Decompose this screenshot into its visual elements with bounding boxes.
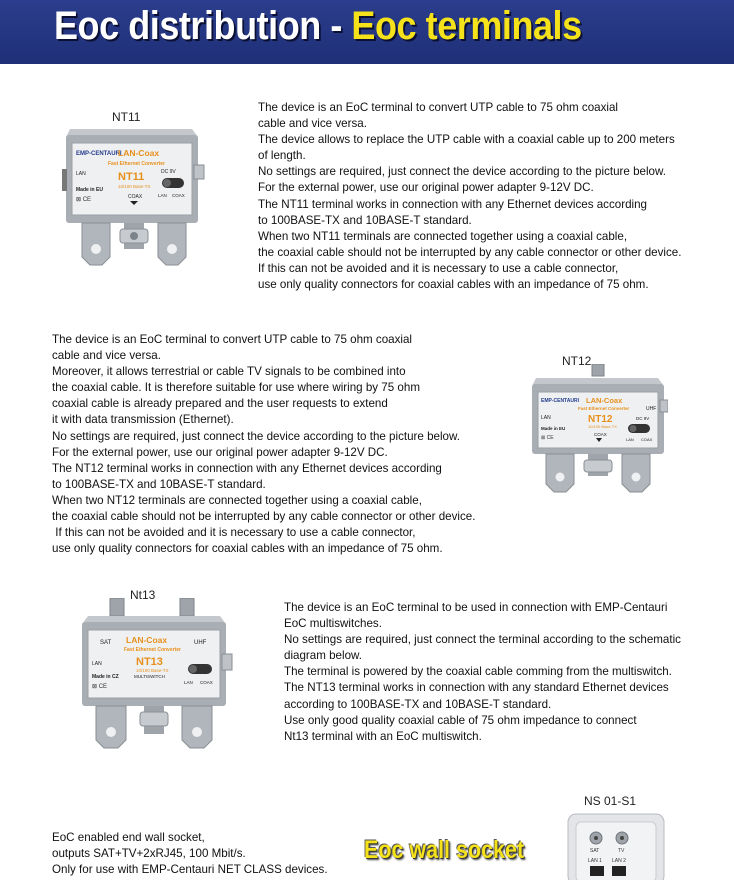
nt11-lan-port-label: LAN [76,171,86,177]
nt11-line: use only quality connectors for coaxial cables with an impedance of 75 ohm. [258,278,649,292]
wall-socket-line: Only for use with EMP-Centauri NET CLASS devices. [52,863,328,876]
nt13-origin: Made in CZ [92,674,119,680]
nt11-line: to 100BASE-TX and 10BASE-T standard. [258,213,472,227]
nt11-origin: Made in EU [76,187,103,193]
socket-lan2-label: LAN 2 [612,858,626,864]
wall-socket-description [52,830,328,878]
nt12-line: Moreover, it allows terrestrial or cable TV signals to be combined into [52,365,406,379]
nt13-line: The NT13 terminal works in connection with any standard Ethernet devices [284,681,669,695]
nt13-line: Use only good quality coaxial cable of 75 ohm impedance to connect [284,713,637,727]
wall-socket-image [566,810,666,880]
nt12-line: cable and vice versa. [52,349,161,363]
nt11-line: The device allows to replace the UTP cable with a coaxial cable up to 200 meters [258,133,675,147]
nt12-subtitle: Fast Ethernet Converter [578,406,630,411]
wall-socket-line: EoC enabled end wall socket, [52,831,205,844]
nt12-line: use only quality connectors for coaxial cables with an impedance of 75 ohm. [52,542,443,556]
wall-socket-caption: NS 01-S1 [584,794,637,808]
nt12-coax-label: COAX [594,432,607,437]
nt11-line: If this can not be avoided and it is necessary to use a cable connector, [258,261,619,275]
nt12-line: When two NT12 terminals are connected together using a coaxial cable, [52,493,422,507]
nt11-brand: EMP-CENTAURI [76,151,122,157]
ce-mark-icon: ⊠ CE [76,197,92,203]
nt13-coax-pin-label: COAX [200,680,213,685]
nt12-line: If this can not be avoided and it is necessary to use a cable connector, [52,526,416,540]
nt11-spec: 10/100 Base-TX [118,184,151,189]
nt13-product: LAN-Coax [126,635,168,645]
nt11-caption: NT11 [112,110,141,124]
nt11-product: LAN-Coax [118,148,160,158]
nt13-lan-port-label: LAN [92,661,102,667]
nt13-sat-label: SAT [100,640,112,646]
nt11-lan-pin-label: LAN [158,193,167,198]
nt11-line: the coaxial cable should not be interrupted by any cable connector or other device. [258,245,682,259]
nt12-product: LAN-Coax [586,396,623,405]
title-accent: Eoc terminals [351,4,582,48]
nt12-lan-port-label: LAN [541,415,551,421]
nt13-uhf-label: UHF [194,640,207,646]
nt12-line: The device is an EoC terminal to convert UTP cable to 75 ohm coaxial [52,333,413,346]
nt11-coax-pin-label: COAX [172,193,185,198]
nt13-caption: Nt13 [130,588,156,602]
nt12-lan-pin-label: LAN [626,437,634,442]
socket-sat-label: SAT [590,848,600,854]
nt13-device-image [74,598,234,754]
nt13-model: NT13 [136,656,163,668]
nt12-uhf-label: UHF [646,406,657,412]
nt13-line: Nt13 terminal with an EoC multiswitch. [284,729,482,743]
nt11-coax-label: COAX [128,194,143,200]
nt12-spec: 10/100 Base-TX [588,424,617,429]
nt13-line: The device is an EoC terminal to be used in connection with EMP-Centauri [284,601,668,614]
nt13-description [284,600,681,745]
nt12-device-image [528,364,668,500]
nt11-line: of length. [258,149,306,163]
socket-tv-label: TV [618,848,625,854]
title-main: Eoc distribution - [54,4,352,48]
nt13-lan-pin-label: LAN [184,680,193,685]
nt11-description [258,100,681,293]
ce-mark-icon: ⊠ CE [541,435,554,441]
nt11-line: cable and vice versa. [258,117,367,131]
page-title [54,4,582,49]
nt12-line: it with data transmission (Ethernet). [52,413,234,427]
nt12-line: the coaxial cable. It is therefore suitable for use where wiring by 75 ohm [52,381,420,395]
nt12-line: to 100BASE-TX and 10BASE-T standard. [52,477,266,491]
nt12-line: The NT12 terminal works in connection with any Ethernet devices according [52,461,442,475]
nt12-line: For the external power, use our original power adapter 9-12V DC. [52,445,388,459]
nt13-line: The terminal is powered by the coaxial cable comming from the multiswitch. [284,665,672,679]
nt12-model: NT12 [588,414,613,425]
header-banner [0,0,734,64]
nt11-line: The device is an EoC terminal to convert UTP cable to 75 ohm coaxial [258,101,619,114]
nt11-subtitle: Fast Ethernet Converter [108,161,165,167]
nt12-description [52,332,475,557]
nt11-line: No settings are required, just connect the device according to the picture below. [258,165,666,179]
nt12-caption: NT12 [562,354,592,368]
wall-socket-line: outputs SAT+TV+2xRJ45, 100 Mbit/s. [52,847,246,860]
nt12-line: the coaxial cable should not be interrupted by any cable connector or other device. [52,510,476,524]
nt13-line: EoC multiswitches. [284,617,382,631]
nt12-brand: EMP-CENTAURI [541,398,579,404]
nt13-line: diagram below. [284,649,362,663]
nt11-model: NT11 [118,171,145,183]
nt11-power-label: DC 9V [161,169,176,175]
nt12-power-label: DC 9V [636,416,650,421]
nt11-line: When two NT11 terminals are connected together using a coaxial cable, [258,229,628,243]
nt13-line: according to 100BASE-TX and 10BASE-T standard. [284,697,552,711]
nt12-line: coaxial cable is already prepared and the user requests to extend [52,397,388,411]
ce-mark-icon: ⊠ CE [92,684,108,690]
nt13-subtitle: Fast Ethernet Converter [124,647,181,653]
nt13-mode: MULTISWITCH [134,674,165,679]
nt12-origin: Made in EU [541,426,566,431]
nt13-line: No settings are required, just connect the terminal according to the schematic [284,633,681,647]
nt12-coax-pin-label: COAX [641,437,653,442]
nt12-line: No settings are required, just connect the device according to the picture below. [52,429,460,443]
nt11-device-image [58,125,208,275]
nt11-line: The NT11 terminal works in connection with any Ethernet devices according [258,197,648,211]
nt13-spec: 10/100 Base-TX [136,668,169,673]
socket-lan1-label: LAN 1 [588,858,602,864]
wall-socket-title: Eoc wall socket [364,836,525,864]
nt11-line: For the external power, use our original power adapter 9-12V DC. [258,181,594,195]
